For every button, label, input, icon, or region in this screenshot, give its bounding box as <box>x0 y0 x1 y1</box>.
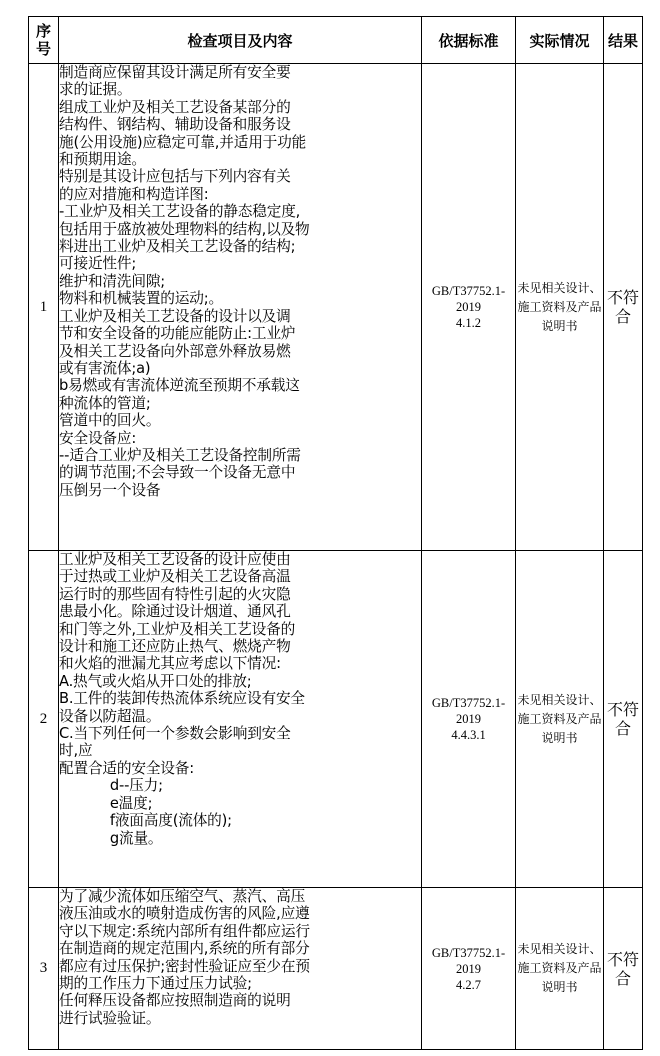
row-content <box>59 888 422 1050</box>
content-line: C.当下列任何一个参数会影响到安全 <box>59 724 291 743</box>
content-line: 的应对措施和构造详图: <box>59 184 209 203</box>
standard-line: 2019 <box>456 961 481 976</box>
content-line: b易燃或有害流体逆流至预期不承载这 <box>59 376 300 395</box>
content-line: 时,应 <box>59 741 93 760</box>
standard-line: 2019 <box>456 712 481 726</box>
row-actual: 未见相关设计、施工资料及产品说明书 <box>516 64 604 551</box>
content-line: f液面高度(流体的); <box>109 811 232 830</box>
content-line: 的调节范围;不会导致一个设备无意中 <box>59 463 296 482</box>
header-no-label: 序号 <box>35 22 51 58</box>
row-result-label: 不符合 <box>606 288 639 326</box>
content-line: 求的证据。 <box>59 80 132 99</box>
standard-line: GB/T37752.1- <box>431 696 506 710</box>
content-line: 任何释压设备都应按照制造商的说明 <box>59 991 291 1010</box>
content-line: 工业炉及相关工艺设备的设计以及调 <box>59 306 291 325</box>
content-line: 守以下规定:系统内部所有组件都应运行 <box>59 921 310 940</box>
row-result <box>604 64 643 551</box>
content-line: e温度; <box>109 793 153 812</box>
content-line: --适合工业炉及相关工艺设备控制所需 <box>59 445 301 464</box>
content-line: 特别是其设计应包括与下列内容有关 <box>59 167 291 186</box>
content-line: 和预期用途。 <box>59 150 146 169</box>
content-line: 配置合适的安全设备: <box>59 758 195 777</box>
header-no <box>29 17 59 64</box>
content-line: 于过热或工业炉及相关工艺设备高温 <box>59 567 291 586</box>
table-header-row <box>29 17 643 64</box>
content-line: 期的工作压力下通过压力试验; <box>59 974 252 993</box>
content-line: 在制造商的规定范围内,系统的所有部分 <box>59 939 310 958</box>
standard-line: 2019 <box>456 300 481 314</box>
content-line: 节和安全设备的功能应能防止:工业炉 <box>59 324 296 343</box>
content-line: 都应有过压保护;密封性验证应至少在预 <box>59 956 310 975</box>
table-row <box>29 64 643 551</box>
content-line: 结构件、钢结构、辅助设备和服务设 <box>59 115 291 134</box>
content-line: 管道中的回火。 <box>59 411 161 430</box>
content-line: 和火焰的泄漏尤其应考虑以下情况: <box>59 654 281 673</box>
row-number: 2 <box>29 551 59 888</box>
content-line: 设备以防超温。 <box>59 706 161 725</box>
standard-line: GB/T37752.1- <box>431 945 506 960</box>
content-line: 物料和机械装置的运动;。 <box>59 289 223 308</box>
row-content <box>59 64 422 551</box>
header-actual: 实际情况 <box>516 17 604 64</box>
table-row <box>29 551 643 888</box>
content-line: g流量。 <box>109 828 163 847</box>
content-line: 安全设备应: <box>59 428 137 447</box>
content-line: 施(公用设施)应稳定可靠,并适用于功能 <box>59 132 307 151</box>
content-line: 压倒另一个设备 <box>59 480 161 499</box>
content-line: 工业炉及相关工艺设备的设计应使由 <box>59 550 291 568</box>
standard-line: 4.2.7 <box>456 977 481 992</box>
inspection-table <box>28 16 643 1050</box>
content-line: 设计和施工还应防止热气、燃烧产物 <box>59 637 291 656</box>
row-result-label: 不符合 <box>606 700 639 738</box>
content-line: 包括用于盛放被处理物料的结构,以及物 <box>59 219 310 238</box>
row-result <box>604 551 643 888</box>
row-standard <box>422 64 516 551</box>
standard-line: 4.1.2 <box>456 316 481 330</box>
standard-line: GB/T37752.1- <box>431 284 506 298</box>
row-result-label: 不符合 <box>606 949 639 988</box>
content-line: -工业炉及相关工艺设备的静态稳定度, <box>59 202 301 221</box>
content-line: d--压力; <box>109 776 163 795</box>
table-row <box>29 888 643 1050</box>
content-line: 为了减少流体如压缩空气、蒸汽、高压 <box>59 887 306 905</box>
row-actual: 未见相关设计、施工资料及产品说明书 <box>516 551 604 888</box>
row-standard <box>422 888 516 1050</box>
row-result <box>604 888 643 1050</box>
content-line: 组成工业炉及相关工艺设备某部分的 <box>59 97 291 116</box>
content-line: 种流体的管道; <box>59 393 151 412</box>
row-standard <box>422 551 516 888</box>
content-line: 患最小化。除通过设计烟道、通风孔 <box>59 602 291 621</box>
header-standard: 依据标准 <box>422 17 516 64</box>
content-line: 液压油或水的喷射造成伤害的风险,应遵 <box>59 904 310 923</box>
content-line: 进行试验验证。 <box>59 1008 161 1027</box>
row-content <box>59 551 422 888</box>
row-number: 1 <box>29 64 59 551</box>
standard-line: 4.4.3.1 <box>451 728 486 742</box>
content-line: 制造商应保留其设计满足所有安全要 <box>59 63 291 81</box>
row-number: 3 <box>29 888 59 1050</box>
header-result: 结果 <box>604 17 643 64</box>
content-line: 维护和清洗间隙; <box>59 271 166 290</box>
content-line: 或有害流体;a) <box>59 358 151 377</box>
content-line: 料进出工业炉及相关工艺设备的结构; <box>59 237 296 256</box>
content-line: 和门等之外,工业炉及相关工艺设备的 <box>59 619 296 638</box>
row-actual: 未见相关设计、施工资料及产品说明书 <box>516 888 604 1050</box>
content-line: 及相关工艺设备向外部意外释放易燃 <box>59 341 291 360</box>
content-line: 运行时的那些固有特性引起的火灾隐 <box>59 584 291 603</box>
content-line: 可接近性件; <box>59 254 137 273</box>
content-line: A.热气或火焰从开口处的排放; <box>59 671 252 690</box>
header-content: 检查项目及内容 <box>59 17 422 64</box>
content-line: B.工件的装卸传热流体系统应设有安全 <box>59 689 305 708</box>
